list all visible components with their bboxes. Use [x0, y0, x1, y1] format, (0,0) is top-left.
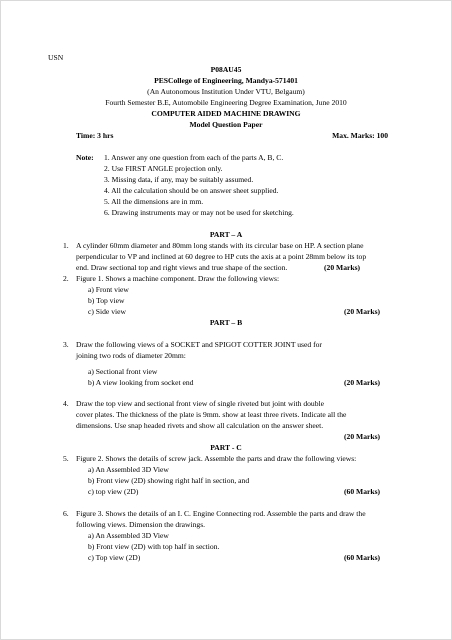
college-name: PESCollege of Engineering, Mandya-571401 [154, 76, 298, 85]
subject-title: COMPUTER AIDED MACHINE DRAWING [151, 109, 301, 118]
question-text: dimensions. Use snap headed rivets and show all calculation on the answer sheet. [76, 421, 324, 430]
part-c-heading: PART - C [210, 443, 242, 452]
marks-label: (60 Marks) [344, 487, 381, 496]
time-label: Time: 3 hrs [76, 131, 114, 140]
sub-item: a) An Assembled 3D View [88, 465, 169, 474]
question-text: Draw the following views of a SOCKET and SPIGOT COTTER JOINT used for [76, 340, 322, 349]
question-number: 4. [63, 399, 69, 408]
question-number: 6. [63, 509, 69, 518]
marks-label: (20 Marks) [344, 432, 381, 441]
marks-label: (60 Marks) [344, 553, 381, 562]
question-text: joining two rods of diameter 20mm: [76, 351, 186, 360]
question-text: cover plates. The thickness of the plate is 9mm. show at least three rivets. Indicate all the [76, 410, 347, 419]
note-item: 6. Drawing instruments may or may not be used for sketching. [104, 208, 294, 217]
question-number: 5. [63, 454, 69, 463]
note-item: 3. Missing data, if any, may be suitably assumed. [104, 175, 254, 184]
paper-type: Model Question Paper [189, 120, 263, 129]
note-item: 2. Use FIRST ANGLE projection only. [104, 164, 223, 173]
question-text: Figure 1. Shows a machine component. Draw the following views: [76, 274, 280, 283]
sub-item: b) Front view (2D) showing right half in section, and [88, 476, 250, 485]
note-label: Note: [76, 153, 94, 162]
sub-item: c) top view (2D) [88, 487, 139, 496]
question-text: Figure 2. Shows the details of screw jack. Assemble the parts and draw the following views: [76, 454, 357, 463]
question-text: perpendicular to VP and inclined at 60 degree to HP cuts the axis at a point 28mm below its top [76, 252, 367, 261]
sub-item: a) Sectional front view [88, 367, 158, 376]
sub-item: b) A view looking from socket end [88, 378, 194, 387]
part-b-heading: PART – B [209, 318, 243, 327]
exam-line: Fourth Semester B.E, Automobile Engineering Degree Examination, June 2010 [105, 98, 347, 107]
part-a-heading: PART – A [209, 230, 243, 239]
sub-item: a) Front view [88, 285, 129, 294]
marks-label: (20 Marks) [344, 378, 381, 387]
usn-label: USN [48, 53, 64, 62]
question-text: following views. Dimension the drawings. [76, 520, 206, 529]
question-text: Draw the top view and sectional front view of single riveted but joint with double [76, 399, 325, 408]
question-text: end. Draw sectional top and right views and true shape of the section. [76, 263, 288, 272]
note-item: 4. All the calculation should be on answer sheet supplied. [104, 186, 279, 195]
sub-item: b) Top view [88, 296, 125, 305]
question-number: 1. [63, 241, 69, 250]
max-marks-label: Max. Marks: 100 [332, 131, 388, 140]
marks-label: (20 Marks) [344, 307, 381, 316]
sub-item: a) An Assembled 3D View [88, 531, 169, 540]
question-text: Figure 3. Shows the details of an I. C. Engine Connecting rod. Assemble the parts and draw the [76, 509, 366, 518]
note-item: 1. Answer any one question from each of the parts A, B, C. [104, 153, 284, 162]
question-text: A cylinder 60mm diameter and 80mm long stands with its circular base on HP. A section plane [76, 241, 364, 250]
marks-label: (20 Marks) [324, 263, 361, 272]
paper-code: P08AU45 [210, 65, 242, 74]
question-number: 2. [63, 274, 69, 283]
sub-item: c) Side view [88, 307, 126, 316]
autonomous-line: (An Autonomous Institution Under VTU, Belgaum) [147, 87, 305, 96]
question-number: 3. [63, 340, 69, 349]
sub-item: b) Front view (2D) with top half in section. [88, 542, 220, 551]
sub-item: c) Top view (2D) [88, 553, 141, 562]
note-item: 5. All the dimensions are in mm. [104, 197, 204, 206]
